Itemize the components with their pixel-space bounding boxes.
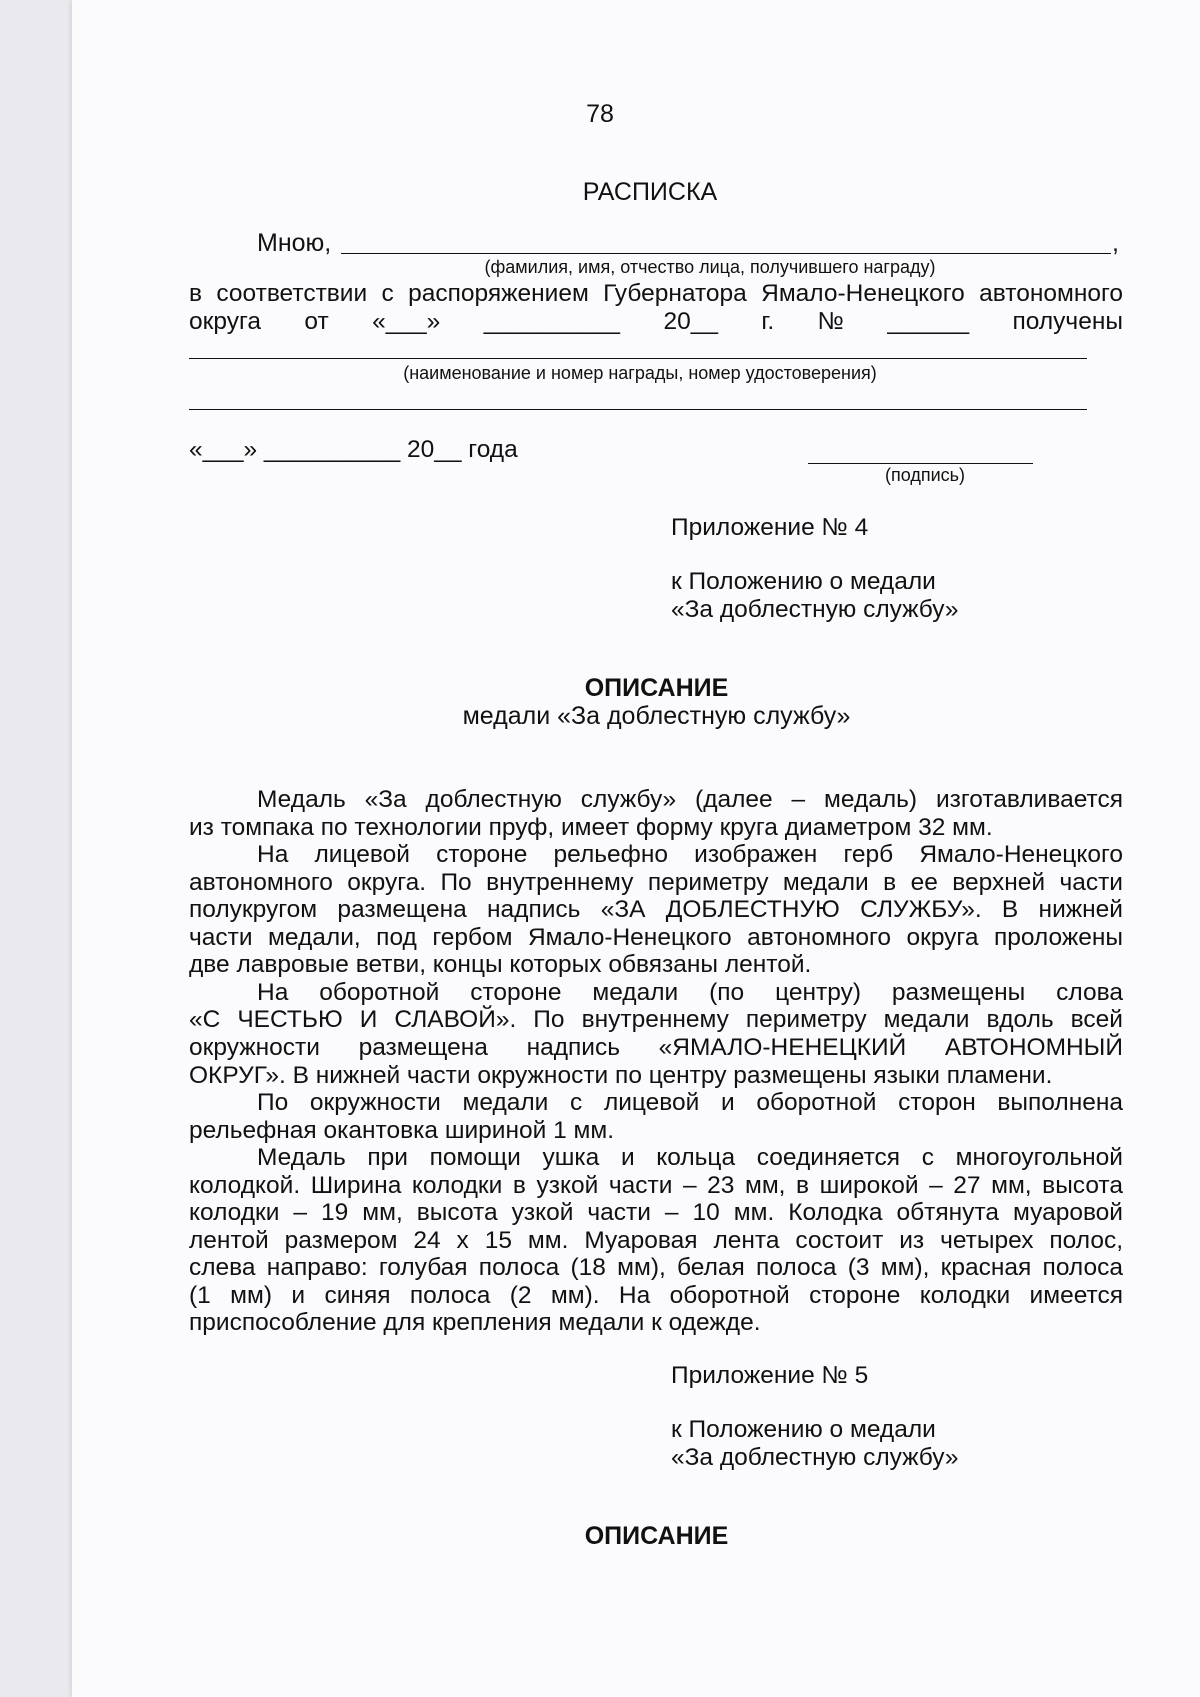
description-line: автономного округа. По внутреннему периметру медали в ее верхней части <box>189 869 1123 896</box>
description-line: лентой размером 24 х 15 мм. Муаровая лента состоит из четырех полос, <box>189 1227 1123 1254</box>
word-g: г. <box>761 308 775 335</box>
month-blank: __________ <box>483 308 620 335</box>
caption-award: (наименование и номер награды, номер удостоверения) <box>403 363 877 383</box>
receipt-title: РАСПИСКА <box>582 178 718 206</box>
award-line <box>189 358 1087 359</box>
year-blank: 20__ <box>663 308 718 335</box>
description-line: «С ЧЕСТЬЮ И СЛАВОЙ». По внутреннему периметру медали вдоль всей <box>189 1006 1123 1033</box>
description-line: приспособление для крепления медали к одежде. <box>189 1309 761 1336</box>
mnoyu-label: Мною, <box>257 229 332 257</box>
receipt-date: «___» __________ 20__ года <box>189 436 518 463</box>
word-ot: от <box>304 308 329 335</box>
description-line: полукругом размещена надпись «ЗА ДОБЛЕСТНУЮ СЛУЖБУ». В нижней <box>189 896 1123 923</box>
description-subheading: медали «За доблестную службу» <box>462 702 851 730</box>
description-line: На оборотной стороне медали (по центру) размещены слова <box>257 979 1123 1006</box>
award-line-2 <box>189 409 1087 410</box>
caption-signature: (подпись) <box>884 465 966 485</box>
caption-fio: (фамилия, имя, отчество лица, получившего награду) <box>484 257 936 277</box>
description-line: Медаль «За доблестную службу» (далее – медаль) изготавливается <box>257 786 1123 813</box>
day-blank: «___» <box>372 308 441 335</box>
description-line: две лавровые ветви, концы которых обвязаны лентой. <box>189 951 812 978</box>
appendix4-line1: к Положению о медали <box>671 568 936 595</box>
description-line: ОКРУГ». В нижней части окружности по центру размещены языки пламени. <box>189 1062 1053 1089</box>
number-sign: № <box>817 308 844 335</box>
word-okruga: округа <box>189 308 261 335</box>
description-line: слева направо: голубая полоса (18 мм), белая полоса (3 мм), красная полоса <box>189 1254 1123 1281</box>
description-line: (1 мм) и синяя полоса (2 мм). На оборотной стороне колодки имеется <box>189 1282 1123 1309</box>
description-line: колодкой. Ширина колодки в узкой части – 23 мм, в широкой – 27 мм, высота <box>189 1172 1123 1199</box>
fio-line <box>341 253 1111 254</box>
receipt-line-1 <box>189 280 1123 308</box>
page-number: 78 <box>586 100 614 128</box>
appendix4-title: Приложение № 4 <box>671 514 869 541</box>
appendix4-line2: «За доблестную службу» <box>671 596 959 623</box>
appendix5-line2: «За доблестную службу» <box>671 1444 959 1471</box>
description-line: части медали, под гербом Ямало-Ненецкого автономного округа проложены <box>189 924 1123 951</box>
description-line: На лицевой стороне рельефно изображен герб Ямало-Ненецкого <box>257 841 1123 868</box>
appendix5-heading: ОПИСАНИЕ <box>584 1522 729 1550</box>
description-line: Медаль при помощи ушка и кольца соединяется с многоугольной <box>257 1144 1123 1171</box>
comma: , <box>1112 229 1119 257</box>
word-polucheny: получены <box>1012 308 1123 335</box>
appendix5-title: Приложение № 5 <box>671 1362 869 1389</box>
description-line: По окружности медали с лицевой и оборотной сторон выполнена <box>257 1089 1123 1116</box>
appendix5-line1: к Положению о медали <box>671 1416 936 1443</box>
receipt-line-2 <box>189 308 1123 336</box>
description-line: из томпака по технологии пруф, имеет форму круга диаметром 32 мм. <box>189 814 993 841</box>
number-blank: ______ <box>887 308 970 335</box>
description-line: окружности размещена надпись «ЯМАЛО-НЕНЕЦКИЙ АВТОНОМНЫЙ <box>189 1034 1123 1061</box>
description-line: рельефная окантовка шириной 1 мм. <box>189 1117 615 1144</box>
receipt-line-1-text: в соответствии с распоряжением Губернатора Ямало-Ненецкого автономного <box>189 280 1123 307</box>
description-heading: ОПИСАНИЕ <box>584 674 729 702</box>
signature-line <box>808 463 1033 464</box>
description-line: колодки – 19 мм, высота узкой части – 10 мм. Колодка обтянута муаровой <box>189 1199 1123 1226</box>
